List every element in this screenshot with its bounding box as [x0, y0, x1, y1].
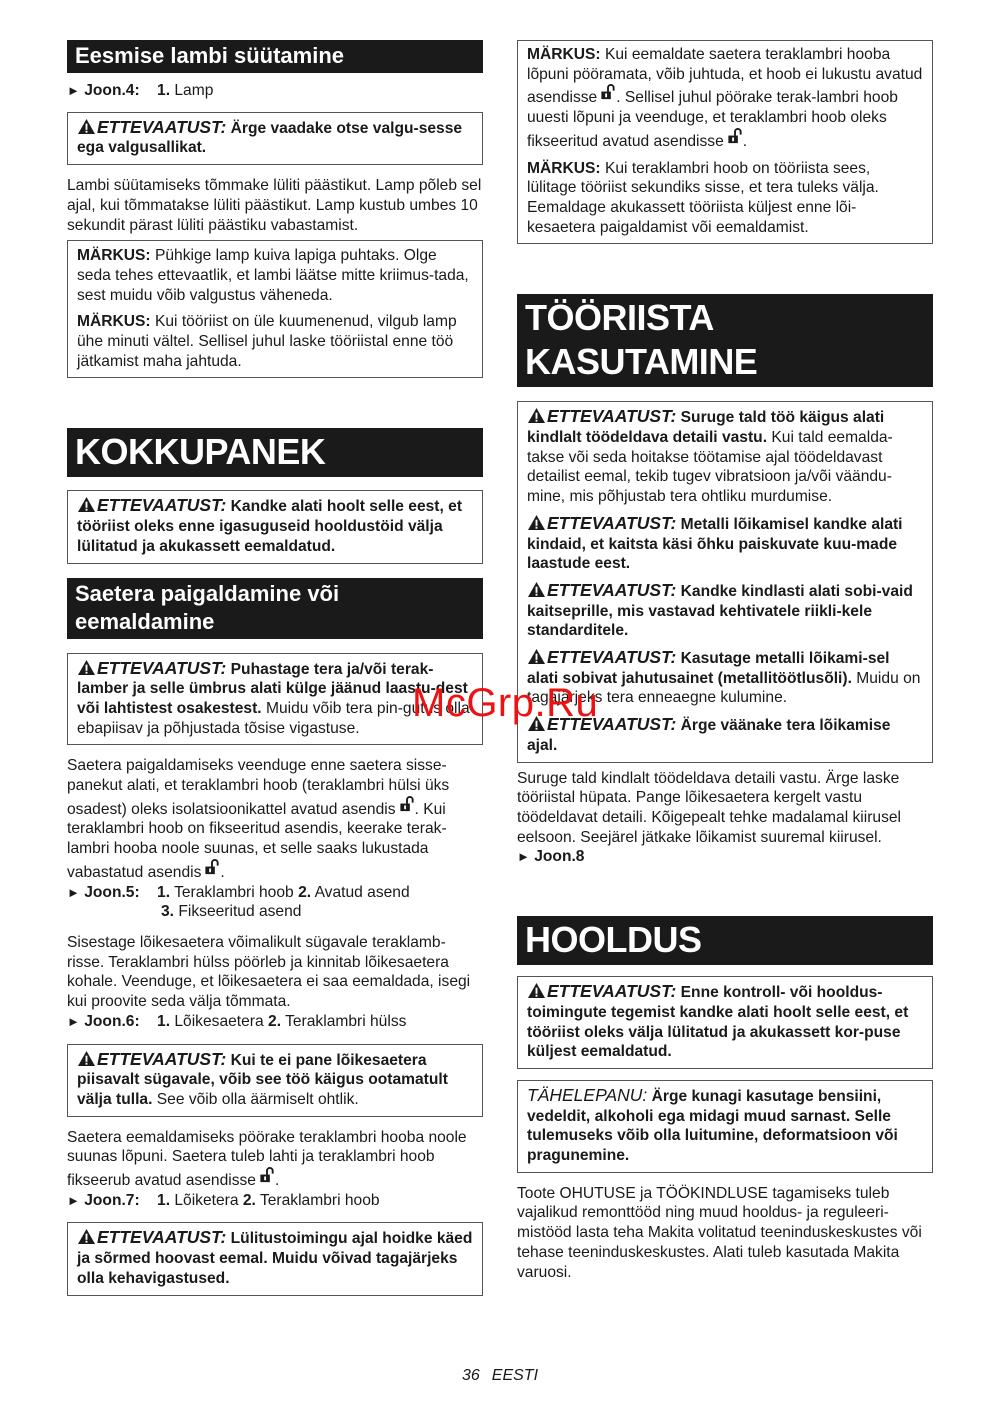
warning-icon [527, 407, 546, 424]
warning-icon [527, 581, 546, 598]
warning-icon [77, 118, 96, 135]
figure-ref-7: ► Joon.7: 1. Lõiketera 2. Teraklambri hoob [67, 1191, 380, 1209]
figure-ref-6: ► Joon.6: 1. Lõikesaetera 2. Teraklambri hülss [67, 1012, 407, 1030]
left-column [67, 40, 483, 1296]
caution-box: ETTEVAATUST: Enne kontroll- või hooldus-toimingute tegemist kandke alati hoolt selle eest, et tööriist oleks välja lülitatud ja akukassett kor-puse küljest eemaldatud. [517, 976, 933, 1069]
warning-icon [77, 1228, 96, 1245]
language-label: EESTI [491, 1367, 539, 1384]
paragraph: Toote OHUTUSE ja TÖÖKINDLUSE tagamiseks tuleb vajalikud remonttööd ning muud hooldus- ja reguleeri-mistööd lasta teha Makita volitatud teeninduskeskustes või tehase teeninduskeskustes. Alati tuleb kasutada Makita varuosi. [517, 1184, 922, 1281]
caution-box: ETTEVAATUST: Suruge tald töö käigus alati kindlalt töödeldava detaili vastu. Kui tald eemalda-takse või seda hoitakse töötamise ajal töödeldavast detailist eemal, tekib tugev vibratsioon ja/või väändu-mine, mis põhjustab tera ohtliku murdumise. ETTEVAATUST: Metalli lõikamisel kandke alati kindaid, et kaitsta käsi õhku paiskuvate kuu-made laastude eest. ETTEVAATUST: Kandke kindlasti alati sobi-vaid kaitseprille, mis vastavad kehtivatele riikli-kele standarditele. ETTEVAATUST: Kasutage metalli lõikami-sel alati sobivat jahutusainet (metallitöötlusõli). Muidu on tagajärjeks tera enneaegne kulumine. ETTEVAATUST: Ärge väänake tera lõikamise ajal. [517, 401, 933, 762]
caution-box: ETTEVAATUST: Ärge vaadake otse valgu-sesse ega valgusallikat. [67, 112, 483, 165]
right-column [517, 40, 933, 1282]
note-box: MÄRKUS: Kui eemaldate saetera teraklambri hooba lõpuni pööramata, võib juhtuda, et hoob ei lukustu avatud asendisse . Sellisel juhul pöörake terak-lambri hoob uuesti lõpuni ja veenduge, et teraklambri hoob oleks fikseeritud avatud asendisse . MÄRKUS: Kui teraklambri hoob on tööriista sees, lülitage tööriist sekundiks sisse, et tera tuleks välja. Eemaldage akukassett tööriista küljest enne lõi-kesaetera paigaldamist või eemaldamist. [517, 40, 933, 244]
page-footer [0, 1367, 1000, 1385]
section-heading-assembly: KOKKUPANEK [67, 428, 483, 477]
warning-icon [527, 648, 546, 665]
section-heading-maintenance: HOOLDUS [517, 916, 933, 965]
paragraph: Sisestage lõikesaetera võimalikult sügavale teraklamb-risse. Teraklambri hülss pöörleb ja kinnitab lõikesaetera kohale. Veenduge, et lõikesaetera ei saa eemaldada, isegi kui proovite seda välja tõmmata. [67, 933, 471, 1011]
warning-icon [77, 1050, 96, 1067]
notice-box: TÄHELEPANU: Ärge kunagi kasutage bensiini, vedeldit, alkoholi ega midagi muud sarnast. Selle tulemuseks võib olla luitumine, deformatsioon või pragunemine. [517, 1080, 933, 1173]
caution-box: ETTEVAATUST: Kandke alati hoolt selle eest, et tööriist oleks enne igasuguseid hooldustöid välja lülitatud ja akukassett eemaldatud. [67, 490, 483, 563]
warning-icon [527, 514, 546, 531]
caution-box: ETTEVAATUST: Kui te ei pane lõikesaetera piisavalt sügavale, võib see töö käigus ootamatult välja tulla. See võib olla äärmiselt ohtlik. [67, 1044, 483, 1117]
paragraph: Suruge tald kindlalt töödeldava detaili vastu. Ärge laske tööriistal hüpata. Pange lõikesaetera kergelt vastu töödeldavat detaili. Kõigepealt tehke madalamal kiirusel eelsoon. Seejärel jätkake lõikamist suuremal kiirusel. [517, 769, 902, 846]
caution-box: ETTEVAATUST: Lülitustoimingu ajal hoidke käed ja sõrmed hoovast eemal. Muidu võivad tagajärjeks olla kehavigastused. [67, 1222, 483, 1295]
page-number: 36 [461, 1367, 480, 1384]
unlock-icon [600, 84, 616, 101]
unlock-icon [204, 859, 220, 876]
figure-ref-4: ► Joon.4: 1. Lamp [67, 82, 214, 99]
section-heading-operation: TÖÖRIISTA KASUTAMINE [517, 294, 933, 387]
unlock-icon [727, 128, 743, 145]
paragraph: Saetera paigaldamiseks veenduge enne saetera sisse-panekut alati, et teraklambri hoob (teraklambri hülsi üks osadest) oleks isolatsioonikattel avatud asendis . Kui teraklambri hoob on fikseeritud asendis, keerake terak-lambri hooba noole suunas, et selle saaks lukustada vabastatud asendis . [67, 757, 450, 881]
unlock-icon [259, 1167, 275, 1184]
caution-box: ETTEVAATUST: Puhastage tera ja/või terak-lamber ja selle ümbrus alati külge jäänud laastu-dest või lahtistest osakestest. Muidu võib tera pin-gutus olla ebapiisav ja põhjustada tõsise vigastuse. [67, 653, 483, 746]
watermark-text: McGrp.Ru [412, 681, 599, 725]
figure-ref-5-line2: 3. Fikseeritud asend [161, 903, 302, 921]
warning-icon [77, 659, 96, 676]
warning-icon [527, 982, 546, 999]
paragraph: Lambi süütamiseks tõmmake lüliti päästikut. Lamp põleb sel ajal, kui tõmmatakse lüliti päästikut. Lamp kustub umbes 10 sekundit pärast lüliti päästiku vabastamist. [67, 177, 482, 234]
unlock-icon [399, 796, 415, 813]
note-box: MÄRKUS: Pühkige lamp kuiva lapiga puhtaks. Olge seda tehes ettevaatlik, et lambi läätse mitte kriimus-tada, sest muidu võib valgustus väheneda. MÄRKUS: Kui tööriist on üle kuumenenud, vilgub lamp ühe minuti vältel. Sellisel juhul laske tööriistal enne töö jätkamist maha jahtuda. [67, 240, 483, 378]
paragraph: Saetera eemaldamiseks pöörake teraklambri hooba noole suunas lõpuni. Saetera tuleb lahti ja teraklambri hoob fikseerub avatud asendisse . [67, 1128, 467, 1190]
section-heading-blade: Saetera paigaldamine või eemaldamine [67, 578, 483, 639]
section-heading-lamp: Eesmise lambi süütamine [67, 40, 483, 73]
figure-ref-8: ► Joon.8 [517, 848, 585, 866]
figure-ref-5: ► Joon.5: 1. Teraklambri hoob 2. Avatud asend [67, 883, 410, 901]
warning-icon [77, 496, 96, 513]
